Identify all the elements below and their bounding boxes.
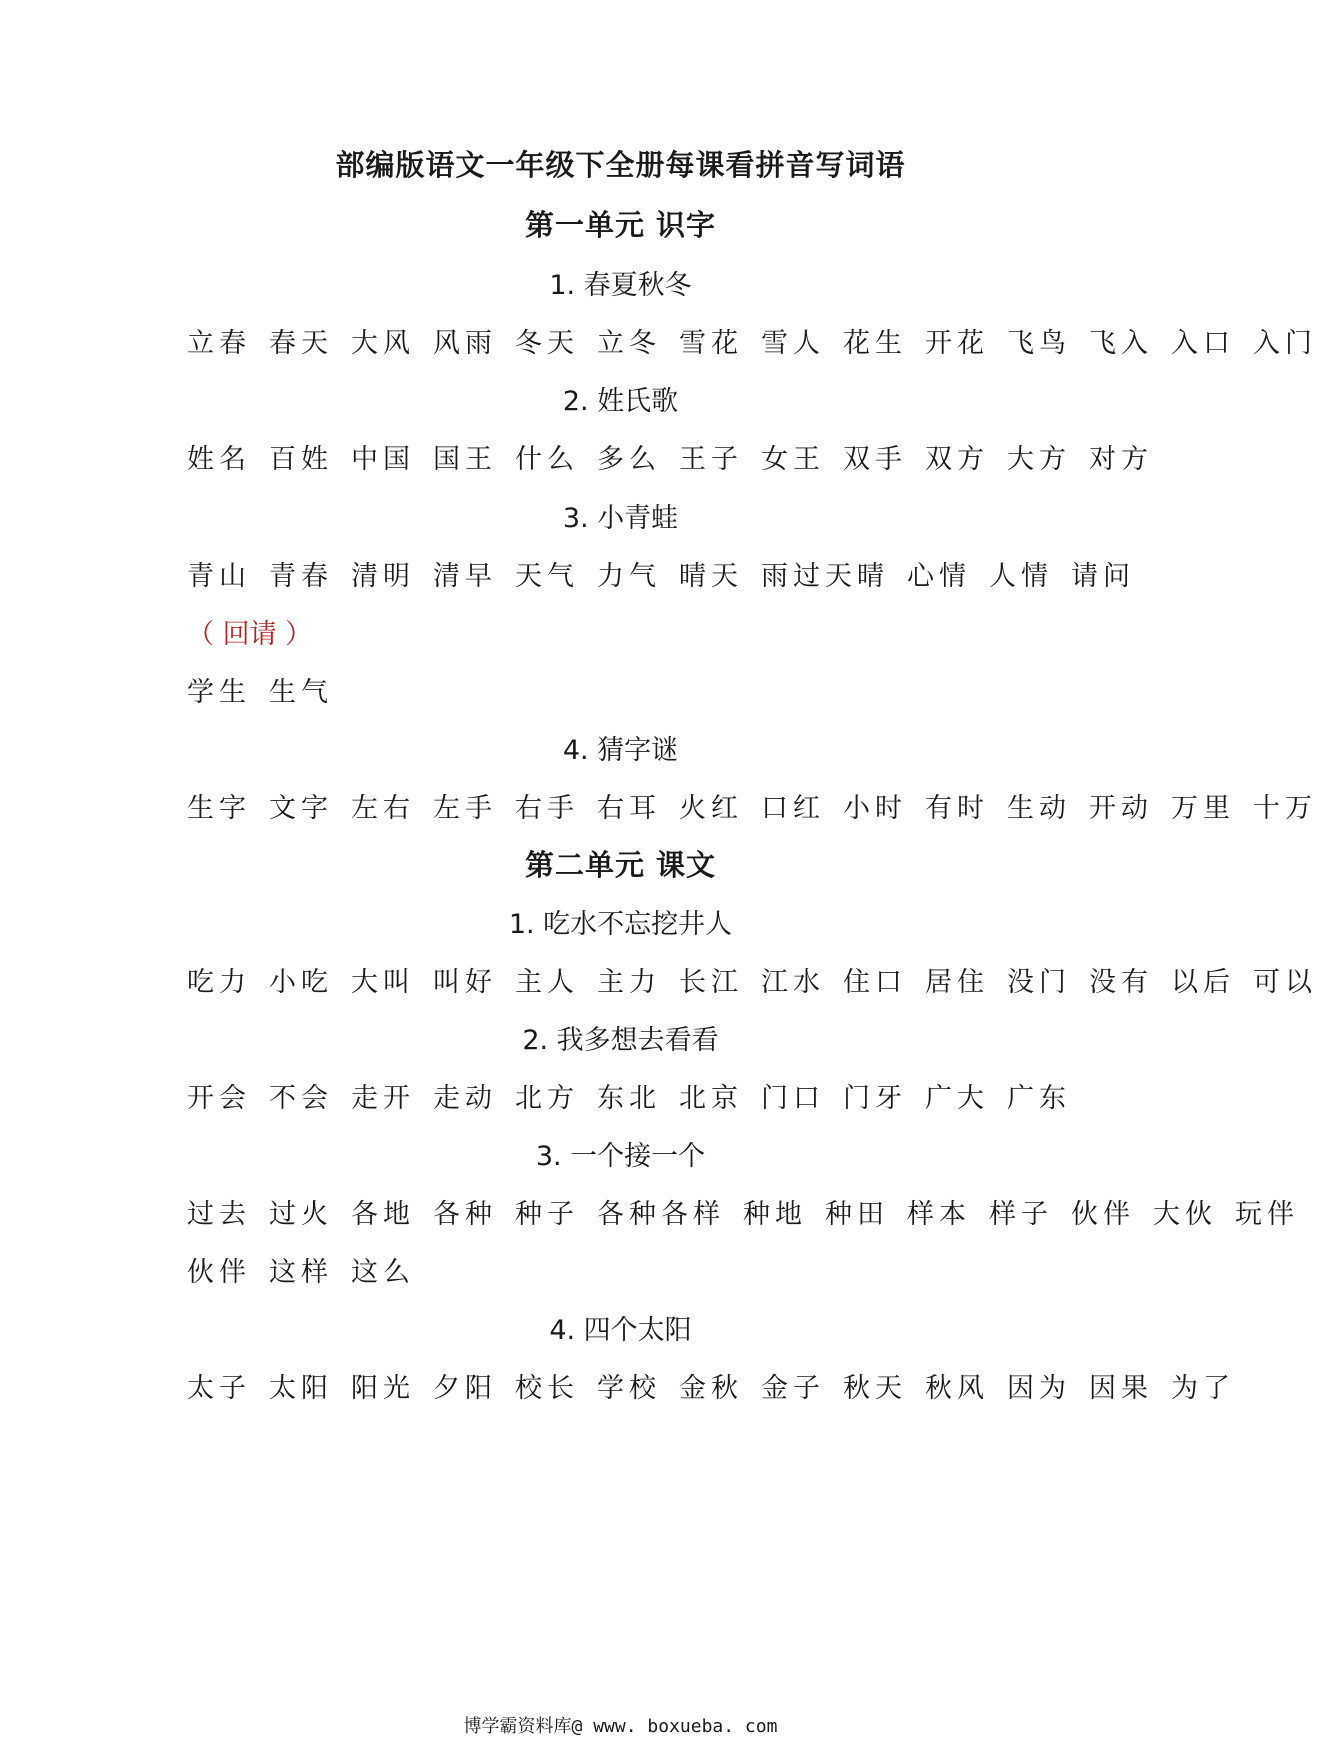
word: 种田 bbox=[825, 1199, 889, 1230]
word: 清早 bbox=[433, 561, 497, 592]
word: 样子 bbox=[989, 1199, 1053, 1230]
lesson-2-4-title: 4. 四个太阳 bbox=[549, 1315, 692, 1346]
lesson-2-1-title: 1. 吃水不忘挖井人 bbox=[508, 909, 733, 940]
word: 过火 bbox=[269, 1199, 333, 1230]
word: 秋风 bbox=[925, 1373, 989, 1404]
word: 玩伴 bbox=[1235, 1199, 1299, 1230]
word: 天气 bbox=[515, 561, 579, 592]
word: 国王 bbox=[433, 444, 497, 475]
word: 学生 bbox=[187, 677, 251, 708]
word: 样本 bbox=[907, 1199, 971, 1230]
word: 什么 bbox=[515, 444, 579, 475]
word: 清明 bbox=[351, 561, 415, 592]
word: 心情 bbox=[907, 561, 971, 592]
word: 广东 bbox=[1007, 1083, 1071, 1114]
word: 花生 bbox=[843, 328, 907, 359]
word: 住口 bbox=[843, 967, 907, 998]
word: 王子 bbox=[679, 444, 743, 475]
lesson-2-2-words bbox=[187, 1076, 1241, 1115]
word: 种地 bbox=[743, 1199, 807, 1230]
word: 各种 bbox=[433, 1199, 497, 1230]
word: 各种各样 bbox=[597, 1199, 725, 1230]
word: 因为 bbox=[1007, 1373, 1071, 1404]
word: 左手 bbox=[433, 793, 497, 824]
word: 生字 bbox=[187, 793, 251, 824]
word: 对方 bbox=[1089, 444, 1153, 475]
word: 女王 bbox=[761, 444, 825, 475]
word: 立冬 bbox=[597, 328, 661, 359]
word: 太子 bbox=[187, 1373, 251, 1404]
lesson-1-3-words bbox=[187, 554, 1241, 593]
word: 大叫 bbox=[351, 967, 415, 998]
lesson-1-4-title: 4. 猜字谜 bbox=[562, 735, 679, 766]
word: 冬天 bbox=[515, 328, 579, 359]
lesson-1-3-words-extra bbox=[187, 670, 1241, 709]
word: 不会 bbox=[269, 1083, 333, 1114]
word: 力气 bbox=[597, 561, 661, 592]
word: 人情 bbox=[989, 561, 1053, 592]
word: 文字 bbox=[269, 793, 333, 824]
word: 主力 bbox=[597, 967, 661, 998]
word: 各地 bbox=[351, 1199, 415, 1230]
word: 风雨 bbox=[433, 328, 497, 359]
word: 以后 bbox=[1171, 967, 1235, 998]
lesson-2-3-words bbox=[187, 1192, 1299, 1231]
word: 开花 bbox=[925, 328, 989, 359]
word: 双手 bbox=[843, 444, 907, 475]
word: 万里 bbox=[1171, 793, 1235, 824]
word: 没门 bbox=[1007, 967, 1071, 998]
lesson-2-1-words bbox=[187, 960, 1317, 999]
word: 春天 bbox=[269, 328, 333, 359]
word: 中国 bbox=[351, 444, 415, 475]
word: 吃力 bbox=[187, 967, 251, 998]
word: 没有 bbox=[1089, 967, 1153, 998]
word: 这么 bbox=[351, 1257, 415, 1288]
word: 门牙 bbox=[843, 1083, 907, 1114]
word: 生动 bbox=[1007, 793, 1071, 824]
word: 请问 bbox=[1071, 561, 1135, 592]
word: 火红 bbox=[679, 793, 743, 824]
word: 右耳 bbox=[597, 793, 661, 824]
lesson-1-3-title: 3. 小青蛙 bbox=[562, 503, 679, 534]
word: 入门 bbox=[1253, 328, 1317, 359]
word: 金秋 bbox=[679, 1373, 743, 1404]
lesson-1-4-words bbox=[187, 786, 1317, 825]
word: 双方 bbox=[925, 444, 989, 475]
word: 大方 bbox=[1007, 444, 1071, 475]
word: 开会 bbox=[187, 1083, 251, 1114]
word: 夕阳 bbox=[433, 1373, 497, 1404]
word: 学校 bbox=[597, 1373, 661, 1404]
lesson-2-3-title: 3. 一个接一个 bbox=[535, 1141, 706, 1172]
word: 主人 bbox=[515, 967, 579, 998]
word: 左右 bbox=[351, 793, 415, 824]
word: 门口 bbox=[761, 1083, 825, 1114]
lesson-1-2-title: 2. 姓氏歌 bbox=[562, 386, 679, 417]
word: 校长 bbox=[515, 1373, 579, 1404]
word: 为了 bbox=[1171, 1373, 1235, 1404]
word: 青山 bbox=[187, 561, 251, 592]
word: 飞入 bbox=[1089, 328, 1153, 359]
word: 百姓 bbox=[269, 444, 333, 475]
word: 雪人 bbox=[761, 328, 825, 359]
word: 青春 bbox=[269, 561, 333, 592]
word: 开动 bbox=[1089, 793, 1153, 824]
word: 伙伴 bbox=[187, 1257, 251, 1288]
word: 多么 bbox=[597, 444, 661, 475]
word: 雨过天晴 bbox=[761, 561, 889, 592]
lesson-2-4-words bbox=[187, 1366, 1241, 1405]
lesson-1-1-words bbox=[187, 321, 1317, 360]
word: 过去 bbox=[187, 1199, 251, 1230]
word: 小时 bbox=[843, 793, 907, 824]
word: 走动 bbox=[433, 1083, 497, 1114]
word: 广大 bbox=[925, 1083, 989, 1114]
word: 太阳 bbox=[269, 1373, 333, 1404]
lesson-1-2-words bbox=[187, 437, 1241, 476]
word: 江水 bbox=[761, 967, 825, 998]
word: 种子 bbox=[515, 1199, 579, 1230]
word: 十万 bbox=[1253, 793, 1317, 824]
word: 居住 bbox=[925, 967, 989, 998]
unit-1-heading: 第一单元 识字 bbox=[524, 208, 717, 242]
word: 有时 bbox=[925, 793, 989, 824]
document-title: 部编版语文一年级下全册每课看拼音写词语 bbox=[335, 148, 906, 182]
word: 这样 bbox=[269, 1257, 333, 1288]
word: 北京 bbox=[679, 1083, 743, 1114]
word: 阳光 bbox=[351, 1373, 415, 1404]
lesson-1-3-note: （ 回请 ） bbox=[187, 619, 313, 650]
word: 东北 bbox=[597, 1083, 661, 1114]
word: 北方 bbox=[515, 1083, 579, 1114]
lesson-1-1-title: 1. 春夏秋冬 bbox=[549, 270, 692, 301]
word: 姓名 bbox=[187, 444, 251, 475]
word: 叫好 bbox=[433, 967, 497, 998]
word: 晴天 bbox=[679, 561, 743, 592]
word: 右手 bbox=[515, 793, 579, 824]
unit-2-heading: 第二单元 课文 bbox=[524, 848, 717, 882]
word: 雪花 bbox=[679, 328, 743, 359]
word: 可以 bbox=[1253, 967, 1317, 998]
lesson-2-3-words-line2 bbox=[187, 1250, 1241, 1289]
word: 立春 bbox=[187, 328, 251, 359]
word: 生气 bbox=[269, 677, 333, 708]
word: 大伙 bbox=[1153, 1199, 1217, 1230]
word: 长江 bbox=[679, 967, 743, 998]
word: 入口 bbox=[1171, 328, 1235, 359]
word: 走开 bbox=[351, 1083, 415, 1114]
word: 伙伴 bbox=[1071, 1199, 1135, 1230]
lesson-2-2-title: 2. 我多想去看看 bbox=[522, 1025, 719, 1056]
word: 秋天 bbox=[843, 1373, 907, 1404]
footer-watermark: 博学霸资料库@ www. boxueba. com bbox=[463, 1716, 778, 1737]
word: 口红 bbox=[761, 793, 825, 824]
word: 大风 bbox=[351, 328, 415, 359]
word: 小吃 bbox=[269, 967, 333, 998]
word: 飞鸟 bbox=[1007, 328, 1071, 359]
word: 因果 bbox=[1089, 1373, 1153, 1404]
word: 金子 bbox=[761, 1373, 825, 1404]
